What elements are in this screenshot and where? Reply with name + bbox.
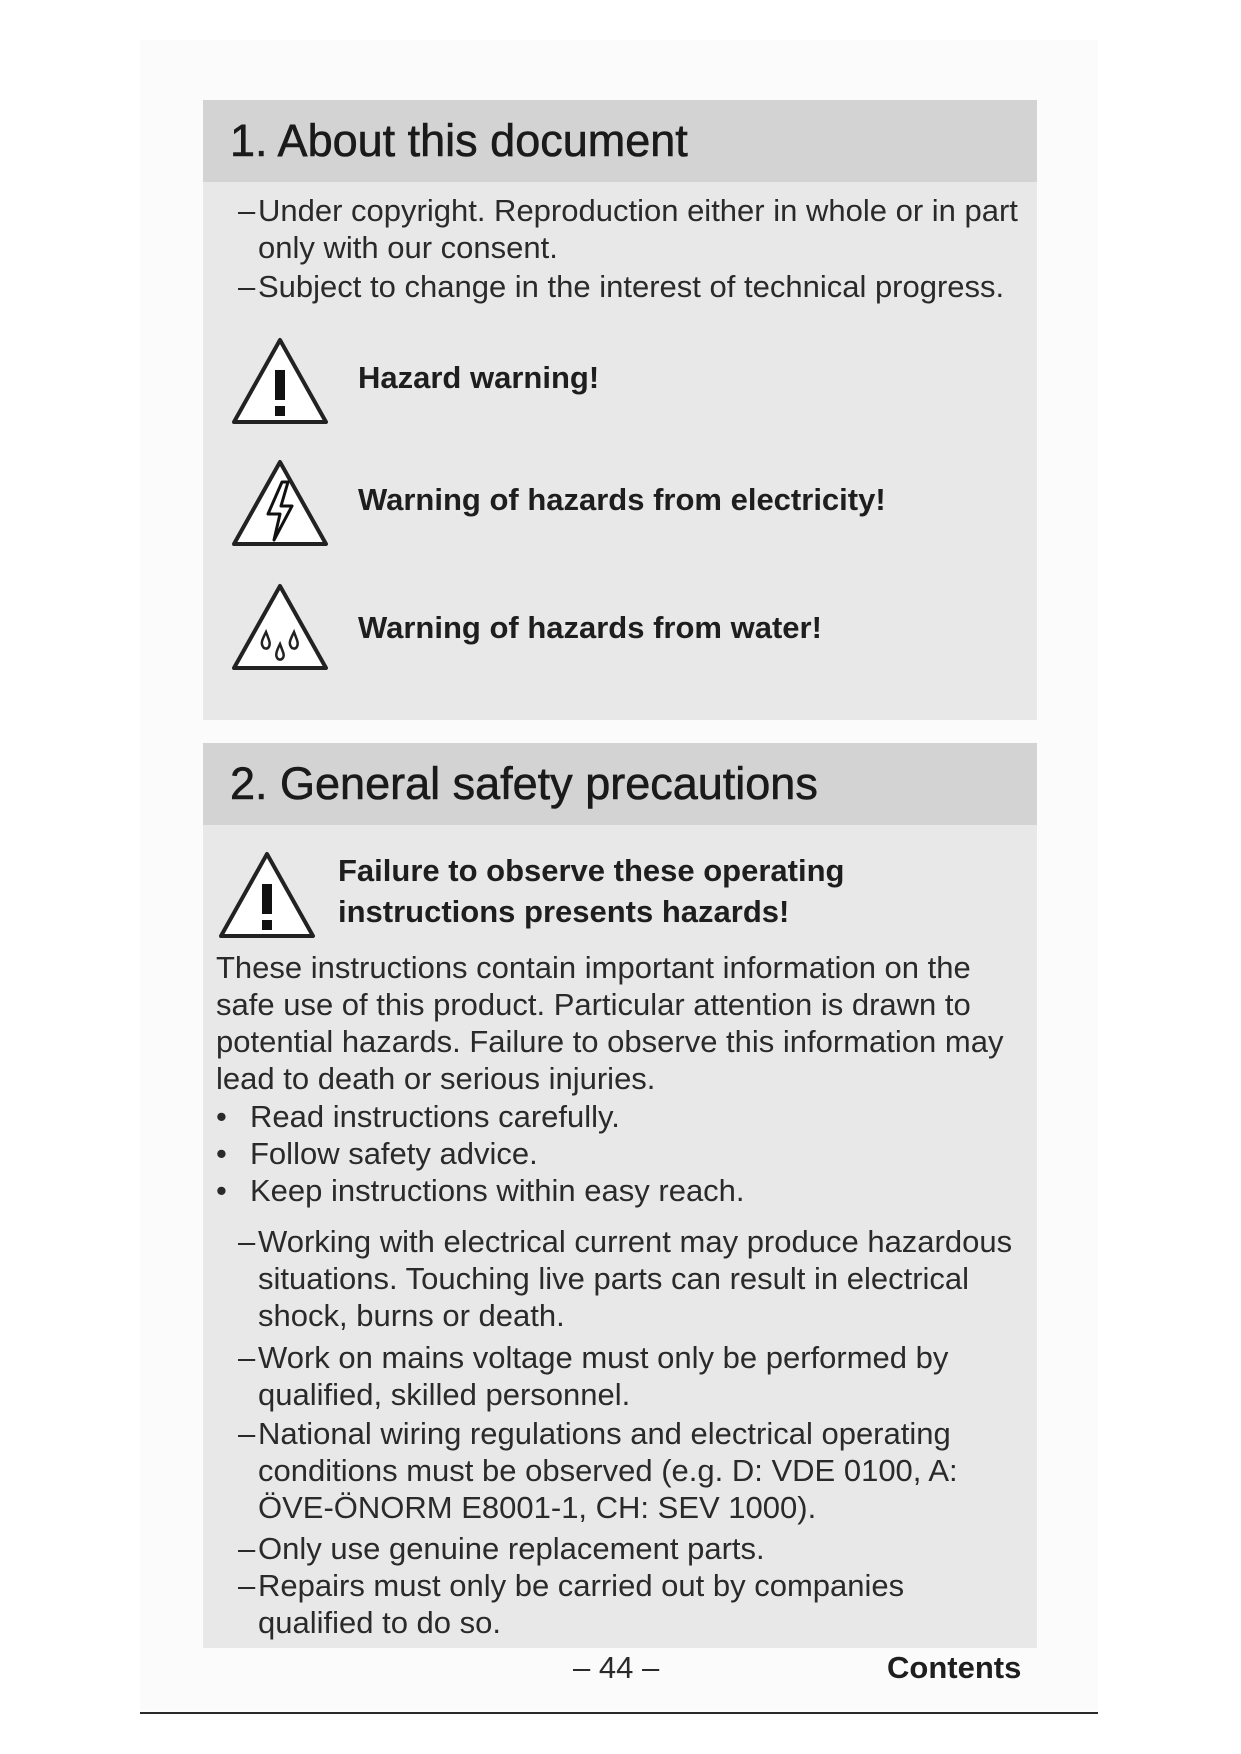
warning-label: Warning of hazards from electricity! <box>358 482 886 517</box>
dash-marker: – <box>238 1224 256 1259</box>
warning-label: Warning of hazards from water! <box>358 610 822 645</box>
bullet-marker: • <box>216 1173 227 1208</box>
dash-marker: – <box>238 269 256 304</box>
list-item-text: Under copyright. Reproduction either in whole or in part only with our consent. <box>258 193 1018 265</box>
dash-marker: – <box>238 1568 256 1603</box>
bullet-item <box>216 1172 745 1209</box>
section-title: 2. General safety precautions <box>203 743 1037 825</box>
contents-link[interactable]: Contents <box>887 1650 1022 1685</box>
warning-label: Failure to observe these operating instructions presents hazards! <box>338 853 845 929</box>
bullet-item <box>216 1135 538 1172</box>
list-item <box>238 1567 1028 1641</box>
warning-row <box>217 850 1027 950</box>
list-item-text: Subject to change in the interest of technical progress. <box>258 269 1005 304</box>
dash-marker: – <box>238 1340 256 1375</box>
section-general-safety <box>203 743 1037 1648</box>
list-item <box>238 1415 1028 1526</box>
warning-row <box>230 336 1010 432</box>
dash-marker: – <box>238 1531 256 1566</box>
list-item-text: Working with electrical current may produce hazardous situations. Touching live parts can result in electrical shock, burns or death. <box>258 1224 1013 1333</box>
list-item <box>238 268 1028 305</box>
list-item-text: Only use genuine replacement parts. <box>258 1531 765 1566</box>
footer-divider <box>140 1712 1098 1714</box>
warning-exclamation-icon <box>230 336 330 428</box>
list-item <box>238 1530 1028 1567</box>
bullet-text: Read instructions carefully. <box>250 1099 620 1134</box>
warning-row <box>230 582 1010 678</box>
bullet-text: Keep instructions within easy reach. <box>250 1173 745 1208</box>
intro-paragraph: These instructions contain important information on the safe use of this product. Particular attention is drawn to potential hazards. Failure to observe this information may lead to death or serious injuries. <box>216 950 1004 1096</box>
warning-label: Hazard warning! <box>358 360 600 395</box>
list-item-text: Repairs must only be carried out by companies qualified to do so. <box>258 1568 905 1640</box>
dash-marker: – <box>238 1416 256 1451</box>
warning-exclamation-icon <box>217 850 317 942</box>
list-item-text: National wiring regulations and electrical operating conditions must be observed (e.g. D: VDE 0100, A: ÖVE-ÖNORM E8001-1, CH: SEV 1000). <box>258 1416 958 1525</box>
section-about-document <box>203 100 1037 720</box>
list-item <box>238 1339 1028 1413</box>
electricity-warning-icon <box>230 458 330 550</box>
bullet-marker: • <box>216 1099 227 1134</box>
bullet-text: Follow safety advice. <box>250 1136 538 1171</box>
warning-row <box>230 458 1010 554</box>
list-item <box>238 192 1028 266</box>
list-item-text: Work on mains voltage must only be performed by qualified, skilled personnel. <box>258 1340 949 1412</box>
bullet-item <box>216 1098 620 1135</box>
section-title: 1. About this document <box>203 100 1037 182</box>
dash-marker: – <box>238 193 256 228</box>
bullet-marker: • <box>216 1136 227 1171</box>
list-item <box>238 1223 1028 1334</box>
water-warning-icon <box>230 582 330 674</box>
page-number: – 44 – <box>573 1650 660 1685</box>
